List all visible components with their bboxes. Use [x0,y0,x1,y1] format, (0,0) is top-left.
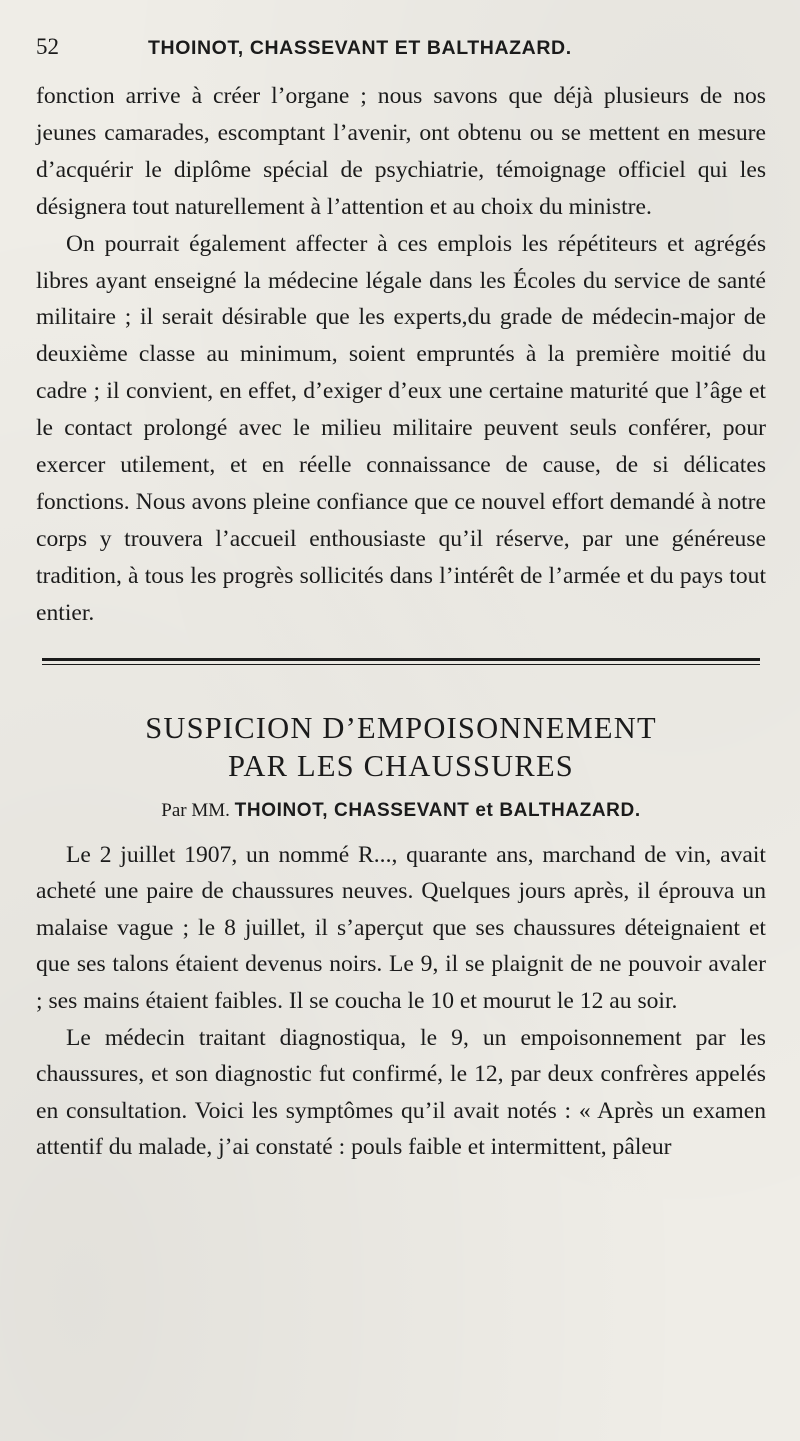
article-heading [36,709,766,823]
paragraph: On pourrait également affecter à ces emplois les répétiteurs et agrégés libres ayant enseigné la médecine légale dans les Écoles du service de santé militaire ; il serait désirable que les experts,du grade de médecin-major de deuxième classe au minimum, soient empruntés à la première moitié du cadre ; il convient, en effet, d’exiger d’eux une certaine maturité que l’âge et le contact prolongé avec le milieu militaire peuvent seuls conférer, pour exercer utilement, et en réelle connaissance de cause, de si délicates fonctions. Nous avons pleine confiance que ce nouvel effort demandé à notre corps y trouvera l’accueil enthousiaste qu’il réserve, par une généreuse tradition, à tous les progrès sollicités dans l’intérêt de l’armée et du pays tout entier. [36,230,766,626]
divider-thick-rule [42,658,760,661]
article-title-line-2: PAR LES CHAUSSURES [228,748,574,783]
running-head [36,34,766,74]
section-divider [42,658,760,665]
divider-thin-rule [42,664,760,665]
previous-article-text [36,78,766,632]
paragraph: fonction arrive à créer l’organe ; nous savons que déjà plusieurs de nos jeunes camarades, escomptant l’avenir, ont obtenu ou se mettent en mesure d’acquérir le diplôme spécial de psychiatrie, témoignage officiel qui les désignera tout naturellement à l’attention et au choix du ministre. [36,83,766,220]
byline-authors: THOINOT, CHASSEVANT et BALTHAZARD. [234,799,641,821]
article-title-line-1: SUSPICION D’EMPOISONNEMENT [145,710,657,745]
byline-prefix: Par MM. [161,799,230,821]
paragraph: Le 2 juillet 1907, un nommé R..., quarante ans, marchand de vin, avait acheté une paire de chaussures neuves. Quelques jours après, il éprouva un malaise vague ; le 8 juillet, il s’aperçut que ses chaussures déteignaient et que ses talons étaient devenus noirs. Le 9, il se plaignit de ne pouvoir avaler ; ses mains étaient faibles. Il se coucha le 10 et mourut le 12 au soir. [36,841,766,1014]
article-body [36,837,766,1166]
byline [36,799,766,823]
page-number: 52 [36,34,59,59]
paragraph: Le médecin traitant diagnostiqua, le 9, un empoisonnement par les chaussures, et son diagnostic fut confirmé, le 12, par deux confrères appelés en consultation. Voici les symptômes qu’il avait notés : « Après un examen attentif du malade, j’ai constaté : pouls faible et intermittent, pâleur [36,1024,766,1161]
running-title: THOINOT, CHASSEVANT ET BALTHAZARD. [148,37,572,59]
